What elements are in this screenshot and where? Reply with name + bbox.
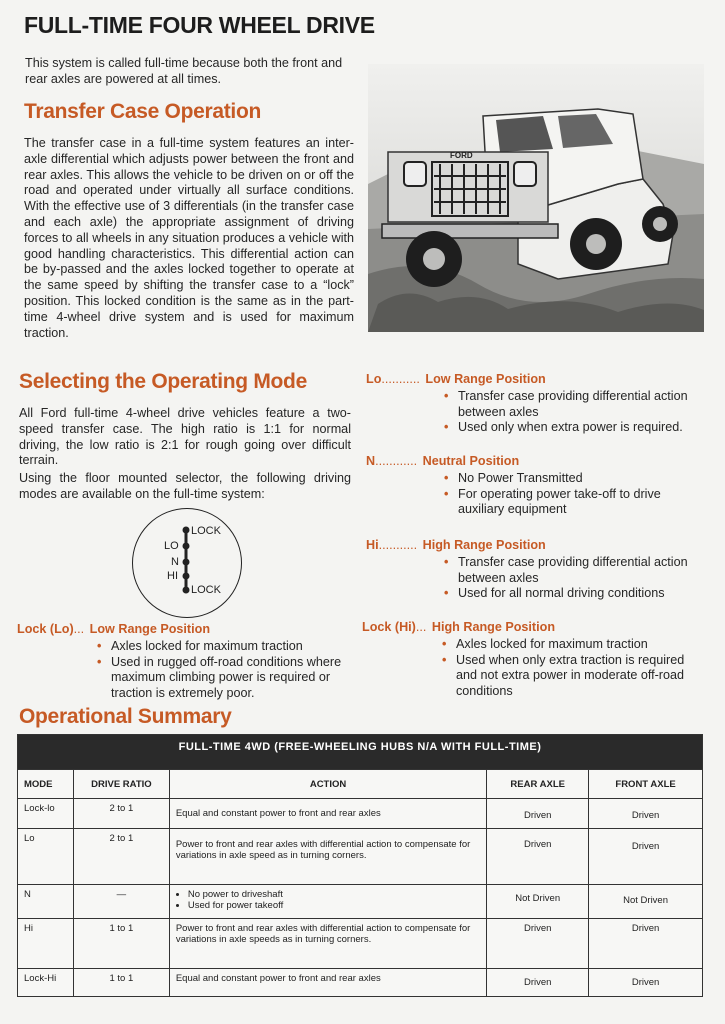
column-header: DRIVE RATIO xyxy=(73,770,169,799)
table-cell: Lo xyxy=(18,829,74,885)
column-header: FRONT AXLE xyxy=(589,770,703,799)
mode-lo-title: Low Range Position xyxy=(425,372,546,386)
mode-lock-hi-key: Lock (Hi) xyxy=(362,620,416,634)
table-cell: Driven xyxy=(487,799,589,829)
mode-lock-hi-title: High Range Position xyxy=(431,620,556,634)
table-cell: Driven xyxy=(589,799,703,829)
intro-text xyxy=(25,56,355,88)
mode-lo-key: Lo xyxy=(366,372,382,386)
column-header: MODE xyxy=(18,770,74,799)
table-cell: Driven xyxy=(589,969,703,997)
list-item: • Transfer case providing differential action between axles xyxy=(444,555,688,585)
dial-hi: HI xyxy=(167,570,178,582)
list-item: • Transfer case providing differential action between axles xyxy=(444,389,688,419)
table-cell: 2 to 1 xyxy=(73,829,169,885)
table-title: FULL-TIME 4WD (FREE-WHEELING HUBS N/A WITH FULL-TIME) xyxy=(18,735,703,770)
mode-hi xyxy=(366,538,711,602)
mode-lock-lo-dots: ... xyxy=(73,622,85,636)
table-cell: Lock-Hi xyxy=(18,969,74,997)
dial-n: N xyxy=(171,556,179,568)
list-item: • Used for all normal driving conditions xyxy=(444,586,665,600)
transfer-heading: Transfer Case Operation xyxy=(24,100,262,123)
table-cell: Power to front and rear axles with differential action to compensate for variations in axle speed as in turning corners. xyxy=(169,829,486,885)
table-cell: 1 to 1 xyxy=(73,919,169,969)
column-header: REAR AXLE xyxy=(487,770,589,799)
table-cell: Driven xyxy=(589,829,703,885)
selecting-paragraph-2: Using the floor mounted selector, the following driving modes are available on the full-time system: xyxy=(19,471,351,501)
list-item: • Used in rugged off-road conditions where maximum climbing power is required or traction is extremely poor. xyxy=(97,654,342,700)
mode-hi-dots: ........... xyxy=(378,538,418,552)
selecting-paragraph-1: All Ford full-time 4-wheel drive vehicles feature a two-speed transfer case. The high ratio is 1:1 for normal driving, the low ratio is 2:1 for rough going over difficult terrain. xyxy=(19,406,351,468)
list-item: • Axles locked for maximum traction xyxy=(442,637,648,651)
table-cell: Equal and constant power to front and rear axles xyxy=(169,969,486,997)
table-row xyxy=(18,969,703,997)
mode-lock-hi xyxy=(362,620,712,699)
table-cell: Not Driven xyxy=(589,885,703,919)
mode-lo xyxy=(366,372,711,436)
intro-paragraph: This system is called full-time because both the front and rear axles are powered at all times. xyxy=(25,56,343,86)
table-row xyxy=(18,829,703,885)
mode-lock-lo xyxy=(17,622,357,701)
table-row xyxy=(18,799,703,829)
dial-lock-top: LOCK xyxy=(191,525,221,537)
list-item: • No Power Transmitted xyxy=(444,471,583,485)
mode-hi-key: Hi xyxy=(366,538,379,552)
mode-lo-dots: ........... xyxy=(381,372,420,386)
table-cell: N xyxy=(18,885,74,919)
mode-n-dots: ............ xyxy=(375,454,418,468)
mode-lock-lo-head xyxy=(17,622,357,636)
page-title: FULL-TIME FOUR WHEEL DRIVE xyxy=(24,12,375,38)
shift-selector-slot xyxy=(132,508,244,620)
transfer-paragraph: The transfer case in a full-time system features an inter-axle differential which adjusts power between the front and rear axles. This allows the vehicle to be driven on or off the road and operated under virtually all surface conditions. With the effective use of 3 differentials (in the transfer case and each axle) the appropriate assignment of driving forces to all wheels in any situation produces a vehicle with good handling characteristics. This differential action can be by-passed and the axles locked together to operate at the same speed by shifting the transfer case to a “lock” position. This locked condition is the same as in the part-time 4-wheel drive system and is used for maximum traction. xyxy=(24,136,354,340)
mode-n xyxy=(366,454,711,518)
table-cell: 2 to 1 xyxy=(73,799,169,829)
table-cell: Not Driven xyxy=(487,885,589,919)
column-header: ACTION xyxy=(169,770,486,799)
mode-n-title: Neutral Position xyxy=(422,454,520,468)
table-cell: Driven xyxy=(487,829,589,885)
mode-lock-hi-dots: ... xyxy=(415,620,427,634)
list-item: • Axles locked for maximum traction xyxy=(97,639,303,653)
table-cell: Driven xyxy=(487,969,589,997)
selecting-text xyxy=(19,406,351,503)
transfer-text xyxy=(24,136,354,341)
selecting-heading: Selecting the Operating Mode xyxy=(19,370,307,393)
mode-n-key: N xyxy=(366,454,376,468)
mode-lock-lo-key: Lock (Lo) xyxy=(17,622,74,636)
table-cell: 1 to 1 xyxy=(73,969,169,997)
list-item: • Used when only extra traction is required and not extra power in moderate off-road conditions xyxy=(442,652,685,698)
list-item: • Used for power takeoff xyxy=(188,900,480,911)
list-item: • Used only when extra power is required. xyxy=(444,420,683,434)
table-row xyxy=(18,885,703,919)
table-cell: Driven xyxy=(487,919,589,969)
table-cell xyxy=(169,885,486,919)
list-item: • No power to driveshaft xyxy=(188,889,480,900)
table-row xyxy=(18,919,703,969)
table-cell: Driven xyxy=(589,919,703,969)
list-item: • For operating power take-off to drive auxiliary equipment xyxy=(444,486,661,516)
table-cell: Lock-lo xyxy=(18,799,74,829)
dial-lo: LO xyxy=(164,540,179,552)
truck-photo xyxy=(368,64,704,332)
truck-illustration xyxy=(368,64,704,332)
summary-heading: Operational Summary xyxy=(19,705,232,728)
table-cell: Power to front and rear axles with differential action to compensate for variations in axle speeds as in turning corners. xyxy=(169,919,486,969)
mode-hi-title: High Range Position xyxy=(422,538,546,552)
mode-lock-lo-title: Low Range Position xyxy=(89,622,211,636)
summary-table xyxy=(17,734,703,997)
table-cell: — xyxy=(73,885,169,919)
hood-badge-text: FORD xyxy=(450,151,473,160)
table-cell: Hi xyxy=(18,919,74,969)
dial-lock-bottom: LOCK xyxy=(191,584,221,596)
table-cell: Equal and constant power to front and rear axles xyxy=(169,799,486,829)
